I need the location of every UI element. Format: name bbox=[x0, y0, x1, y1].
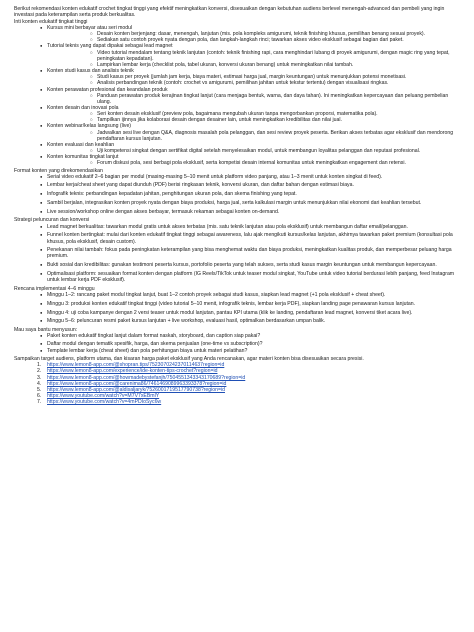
strategy-item: ● Optimalisasi platform: sesuaikan format konten dengan platform (IG Reels/TikTok untuk teaser modul singkat, YouTube untuk video tutorial berdurasi lebih panjang, feed Instagram untuk lembar kerja PDF eksklusif). bbox=[14, 271, 460, 283]
content-subitem: ○ Video tutorial mendalam tentang teknik lanjutan (contoh: teknik finishing rapi, cara menghindari lubang di proyek amigurumi, dengan magic ring yang tepat, peningkatan kepadatan). bbox=[47, 50, 460, 62]
content-group-subitems bbox=[47, 111, 460, 123]
strategy-item: ● Lead magnet berkualitas: tawarkan modul gratis untuk akses terbatas (mis. satu teknik lanjutan atau pola eksklusif) untuk membangun daftar email/pelanggan. bbox=[14, 224, 460, 230]
content-group-title: Konten komunitas tingkat lanjut bbox=[47, 154, 119, 161]
strategy-item: ● Penekanan nilai tambah: fokus pada peningkatan keterampilan yang bisa menghemat waktu dan biaya produksi, meningkatkan kualitas produk, dan memperbesar peluang harga premium. bbox=[14, 247, 460, 259]
week-item: ● Minggu 4: uji coba kampanye dengan 2 versi teaser untuk modul lanjutan, pantau KPI utama (klik ke landing, pendaftaran lead magnet, konversi tiket acara live). bbox=[14, 310, 460, 316]
link-number: 1. bbox=[37, 362, 42, 369]
help-item: ● Daftar modul dengan tematik spesifik, harga, dan skema penjualan (one-time vs subscription)? bbox=[14, 341, 460, 347]
source-link[interactable]: https://www.youtube.com/watch?v=M7V7xEBmlY bbox=[47, 393, 160, 400]
content-group-title: Konten evaluasi dan keahlian bbox=[47, 141, 115, 148]
format-item: ● Serial video edukatif 2–6 bagian per modul (masing-masing 5–10 menit untuk platform video panjang, atau 1–3 menit untuk konten singkat di feed). bbox=[14, 174, 460, 180]
content-subitem: ○ Desain konten berjenjang: dasar, menengah, lanjutan (mis. pola kompleks amigurumi, teknik finishing khusus, pemilihan benang sesuai proyek). bbox=[47, 31, 460, 37]
source-link[interactable]: https://www.lemon8-app.com/@shopran.tips/7523070242370114637region=id bbox=[47, 362, 225, 369]
content-group-subitems bbox=[47, 160, 460, 166]
section-heading-help: Mau saya bantu menyusun: bbox=[14, 327, 78, 333]
source-link[interactable]: https://www.lemon8-app.com/@carenima86/7461469089963393378?region=id bbox=[47, 380, 227, 387]
source-link[interactable]: https://www.lemon8-app.com/@aldisaljaryk/7526001719517790738?region=id bbox=[47, 386, 225, 393]
content-subitem: ○ Uji kompetensi singkat dengan sertifikat digital setelah menyelesaikan modul, untuk membangun loyalitas pelanggan dan reputasi profesional. bbox=[47, 148, 460, 154]
content-group-item bbox=[14, 87, 460, 105]
content-group-item bbox=[14, 25, 460, 43]
content-group-subitems bbox=[47, 50, 460, 68]
section-heading-formats: Format konten yang direkomendasikan bbox=[14, 167, 103, 174]
content-group-item bbox=[14, 68, 460, 86]
section-heading-content-types: Inti konten edukatif tingkat tinggi bbox=[14, 18, 88, 25]
content-group-item bbox=[14, 105, 460, 123]
content-group-item bbox=[14, 43, 460, 68]
source-link[interactable]: https://www.youtube.com/watch?v=4mPDIoSyc6w bbox=[47, 399, 162, 406]
format-item: ● Lembar kerja/cheat sheet yang dapat diunduh (PDF) berisi ringkasan teknik, konversi ukuran, dan daftar bahan dengan estimasi biaya. bbox=[14, 182, 460, 188]
week-item: ● Minggu 1–2: rancang paket modul tingkat lanjut, buat 1–2 contoh proyek sebagai studi kasus, siapkan lead magnet (+1 pola eksklusif + cheat sheet). bbox=[14, 292, 460, 298]
content-group-title: Tutorial teknis yang dapat dipakai sebagai lead magnet bbox=[47, 43, 173, 50]
content-group-title: Konten studi kasus dan analisis teknik bbox=[47, 68, 134, 75]
content-groups-list bbox=[14, 25, 460, 167]
format-item: ● Sambil berjalan, integrasikan konten proyek nyata dengan biaya produksi, harga jual, serta kalkulasi margin untuk menunjukkan nilai ekonomi dari keahlian tersebut. bbox=[14, 200, 460, 206]
section-heading-plan: Rencana implementasi 4–6 minggu bbox=[14, 285, 95, 292]
strategy-item: ● Funnel konten bertingkat: mulai dari konten edukatif tingkat tinggi sebagai awareness, lalu ajak mengikuti kursus/kelas lanjutan, akhirnya tawarkan paket premium (konsultasi pola khusus, pola eksklusif, desain custom). bbox=[14, 232, 460, 244]
content-group-item bbox=[14, 142, 460, 154]
strategy-item: ● Bukti sosial dan kredibilitas: gunakan testimoni peserta kursus, portofolio peserta yang telah sukses, serta studi kasus margin keuntungan untuk membangun kepercayaan. bbox=[14, 262, 460, 268]
format-item: ● Infografik teknis: perbandingan kepadatan jahitan, penghitungan ukuran pola, dan skema finishing yang tepat. bbox=[14, 191, 460, 197]
content-subitem: ○ Analisis perbandingan teknik (contoh: crochet vs amigurumi, pemilihan jahitan untuk tekstur tertentu) dengan visualisasi ringkas. bbox=[47, 80, 460, 86]
source-links-list bbox=[14, 362, 460, 405]
section-heading-strategy: Strategi peluncuran dan konversi bbox=[14, 217, 90, 224]
week-item: ● Minggu 5–6: peluncuran resmi paket kursus lanjutan + live workshop, evaluasi hasil, optimalkan berdasarkan umpan balik. bbox=[14, 318, 460, 324]
content-subitem: ○ Forum diskusi pola, sesi berbagi pola eksklusif, serta kompetisi desain internal komunitas untuk meningkatkan engagement dan retensi. bbox=[47, 160, 460, 166]
content-group-title: Konten webinar/kelas langsung (live) bbox=[47, 123, 132, 130]
content-group-title: Konten desain dan inovasi pola bbox=[47, 105, 119, 111]
format-item: ● Live session/workshop online dengan akses berbayar, termasuk rekaman sebagai konten on-demand. bbox=[14, 209, 460, 215]
content-group-title: Kursus mini berbayar atau seri modul bbox=[47, 24, 133, 31]
link-number: 5. bbox=[37, 386, 42, 393]
content-subitem: ○ Tampilkan ijinnya jika kolaborasi desain dengan desainer lain, untuk meningkatkan kredibilitas dan nilai jual. bbox=[47, 117, 460, 123]
source-link-item bbox=[14, 399, 460, 405]
link-number: 2. bbox=[37, 368, 42, 375]
link-number: 7. bbox=[37, 399, 42, 406]
content-subitem: ○ Panduan perawatan produk kerajinan tingkat lanjut (cara menjaga bentuk, warna, dan daya tahan). Ini meningkatkan kepercayaan dan peluang pembelian ulang. bbox=[47, 93, 460, 105]
source-link[interactable]: https://www.lemon8-app.com/@howmadebystefanjh/7504551343343170689?region=id bbox=[47, 374, 246, 381]
link-number: 4. bbox=[37, 380, 42, 387]
content-subitem: ○ Studi kasus per proyek (jumlah jam kerja, biaya materi, estimasi harga jual, margin keuntungan) untuk menunjukkan potensi monetisasi. bbox=[47, 74, 460, 80]
week-item: ● Minggu 3: produksi konten edukatif tingkat tinggi (video tutorial 5–10 menit, infografik teknis, lembar kerja PDF), siapkan landing page penawaran kursus lanjutan. bbox=[14, 301, 460, 307]
content-group-subitems bbox=[47, 31, 460, 43]
formats-list bbox=[14, 174, 460, 215]
link-number: 6. bbox=[37, 393, 42, 400]
content-group-subitems bbox=[47, 130, 460, 142]
link-number: 3. bbox=[37, 374, 42, 381]
content-subitem: ○ Jadwalkan sesi live dengan Q&A, diagnosis masalah pola pelanggan, dan sesi review proyek peserta. Berikan akses terbatas agar eksklusif dan mendorong pendaftaran kursus lanjutan. bbox=[47, 130, 460, 142]
help-item: ● Paket konten edukatif tingkat lanjut dalam format naskah, storyboard, dan caption siap pakai? bbox=[14, 333, 460, 339]
content-group-subitems bbox=[47, 74, 460, 86]
content-subitem: ○ Lampirkan lembar kerja (checklist pola, tabel ukuran, konversi ukuran benang) untuk meningkatkan nilai tambah. bbox=[47, 62, 460, 68]
help-list bbox=[14, 333, 460, 354]
closing-paragraph: Sampaikan target audiens, platform utama, dan kisaran harga paket eksklusif yang Anda rencanakan, agar materi konten bisa disesuaikan secara presisi. bbox=[14, 356, 364, 363]
content-group-item bbox=[14, 154, 460, 166]
help-item: ● Template lembar kerja (cheat sheet) dan pola perhitungan biaya untuk materi pelatihan? bbox=[14, 348, 460, 354]
content-group-subitems bbox=[47, 93, 460, 105]
intro-paragraph: Berikut rekomendasi konten edukatif crochet tingkat tinggi yang efektif meningkatkan konversi, disesuaikan dengan kebutuhan audiens berlevel menengah-advanced dan pembeli yang ingin investasi pada keterampilan serta produk berkualitas. bbox=[14, 6, 445, 19]
content-group-item bbox=[14, 123, 460, 141]
weekly-plan-list bbox=[14, 292, 460, 324]
content-group-title: Konten perawatan profesional dan keandalan produk bbox=[47, 86, 168, 93]
strategy-list bbox=[14, 224, 460, 284]
content-subitem: ○ Seri konten desain eksklusif (preview pola, bagaimana mengubah ukuran tanpa mengorbankan proporsi, matematika pola). bbox=[47, 111, 460, 117]
source-link[interactable]: https://www.lemon8-app.com/experience/ide-konten-tips-crochet?region=id bbox=[47, 368, 218, 375]
content-subitem: ○ Sediakan satu contoh proyek nyata dengan pola, dan langkah-langkah rinci; tawarkan akses video eksklusif sebagai bagian dari paket. bbox=[47, 37, 460, 43]
